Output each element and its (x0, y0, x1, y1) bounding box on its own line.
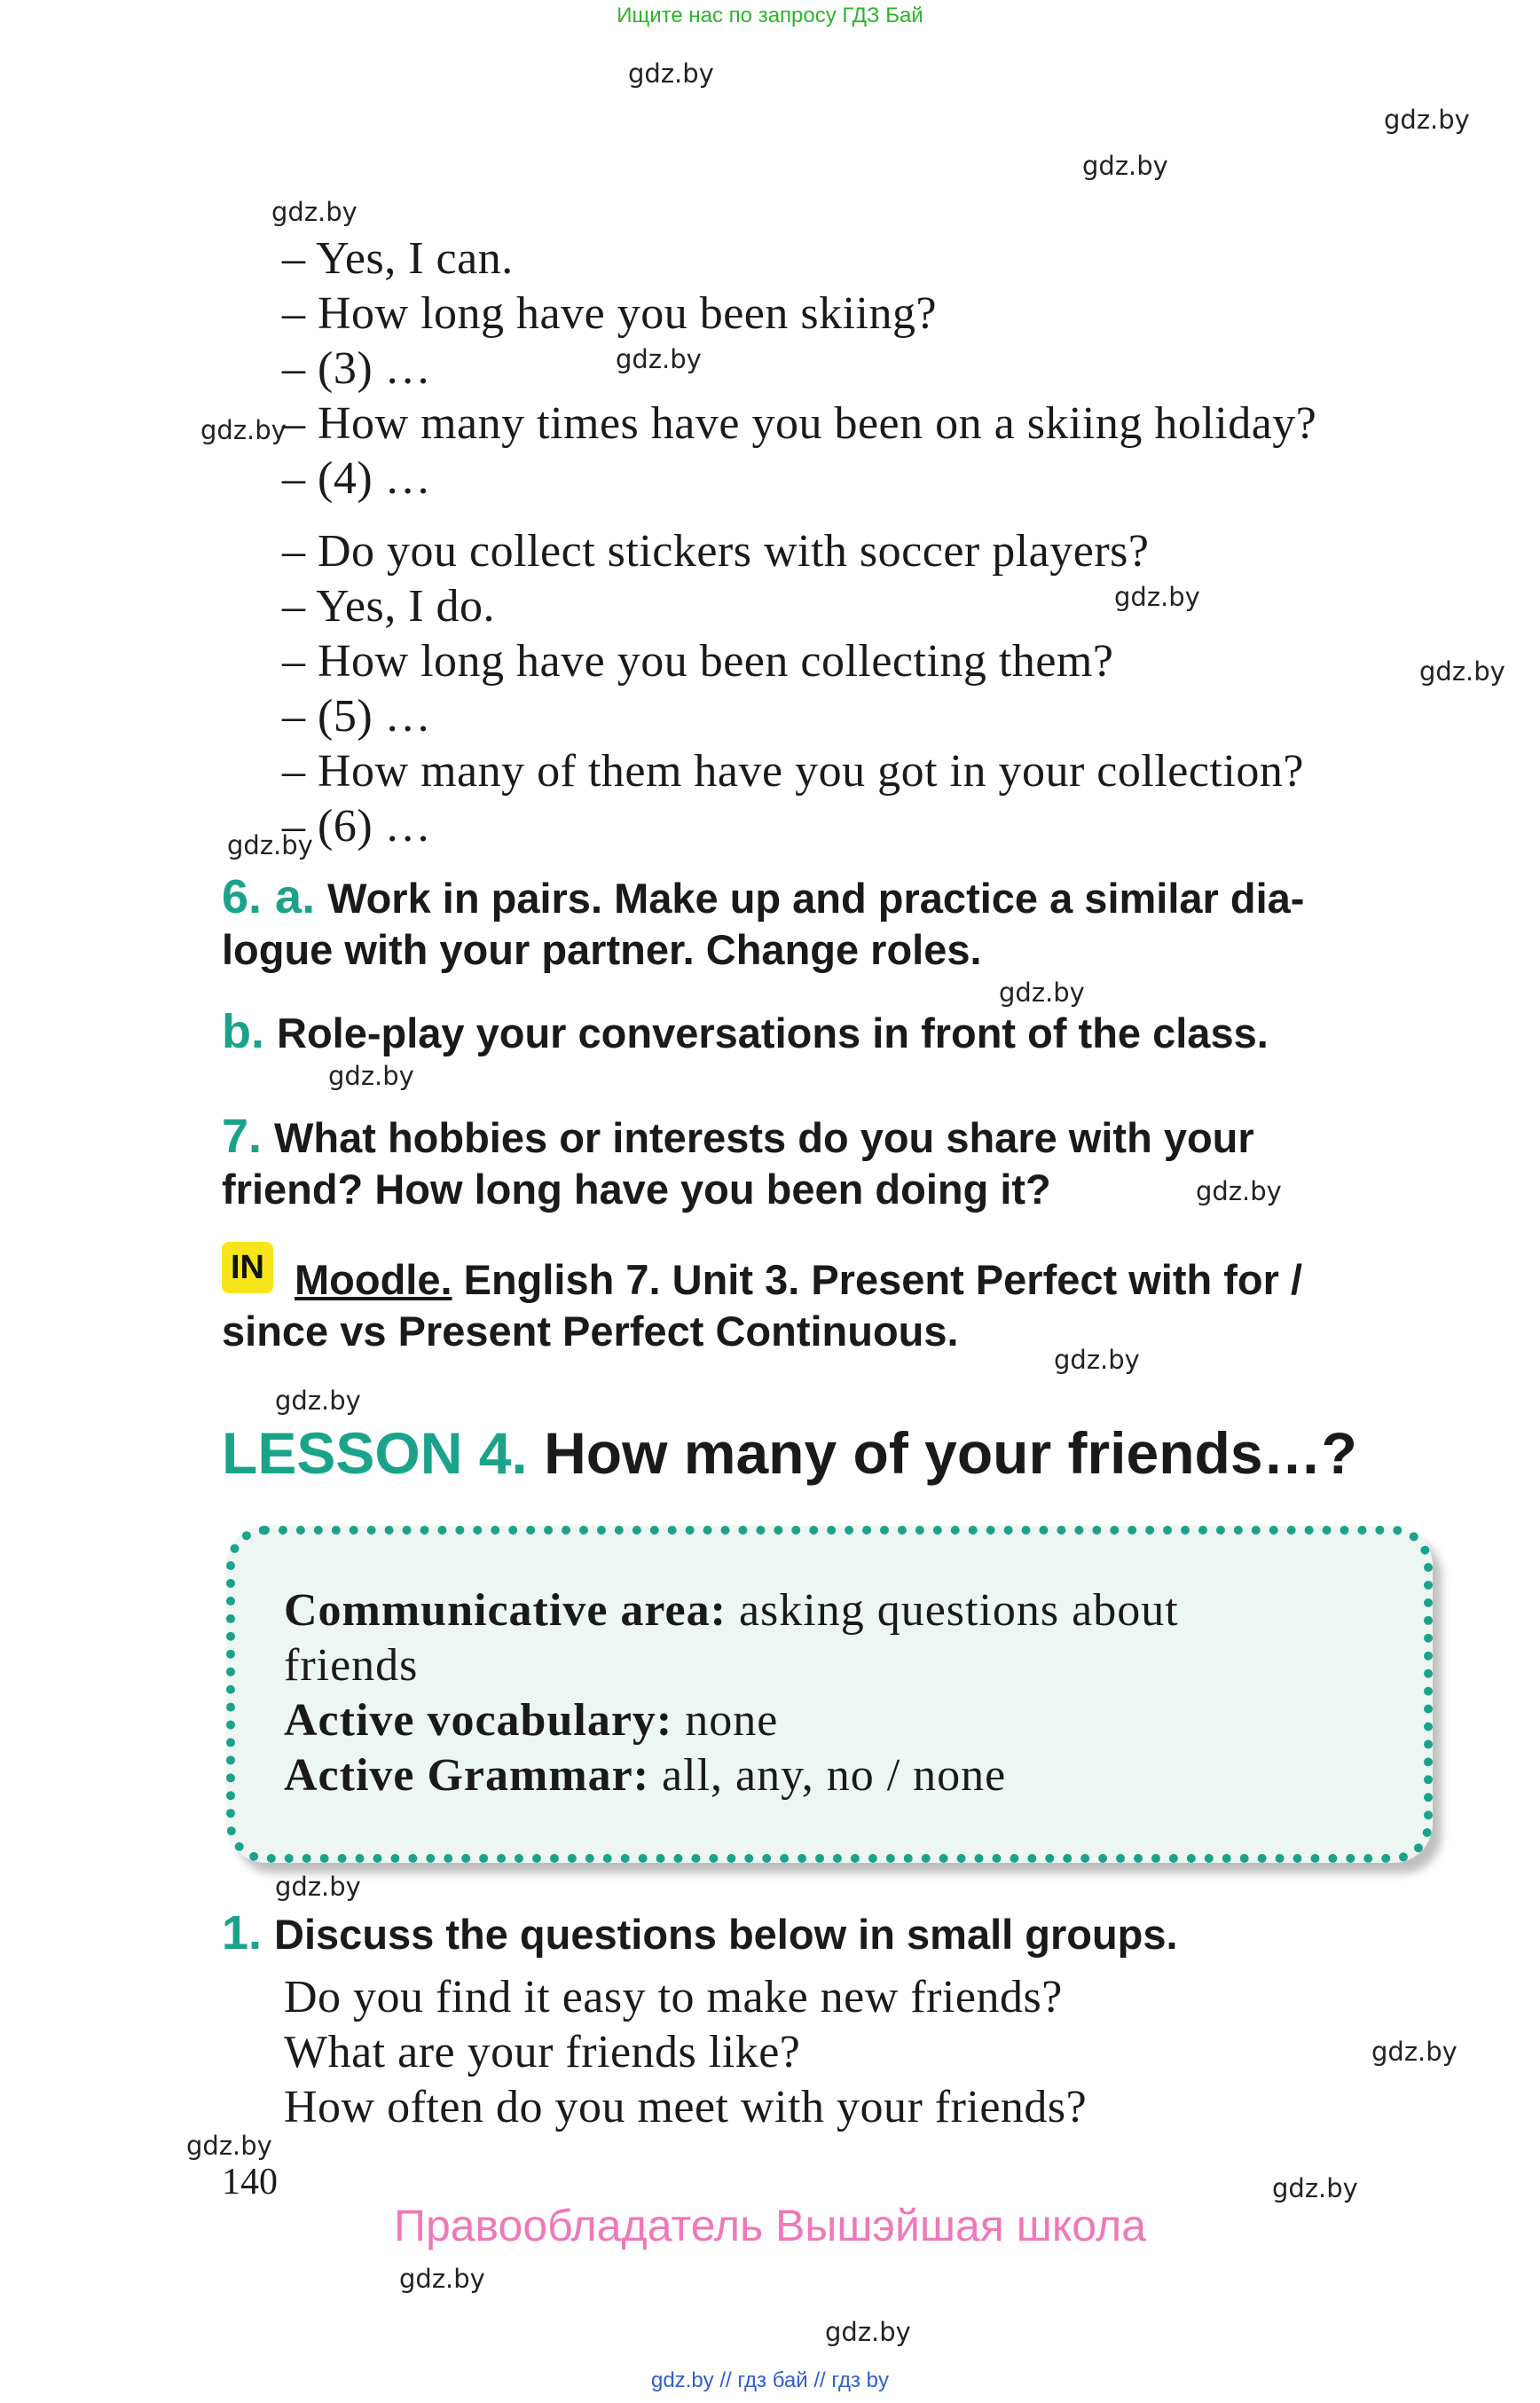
comm-value: asking questions about (738, 1585, 1179, 1636)
moodle-icon: IN (222, 1242, 273, 1293)
grammar-value: all, any, no / none (662, 1750, 1007, 1801)
dialogue-line: – Yes, I can. (282, 233, 514, 284)
communicative-area-cont: friends (284, 1640, 419, 1691)
task-6b (222, 1006, 1410, 1059)
grammar-label: Active Grammar: (284, 1750, 650, 1801)
watermark: gdz.by (1082, 151, 1168, 181)
task-text: What hobbies or interests do you share with your (274, 1114, 1254, 1161)
dialogue-line: – (4) … (282, 453, 432, 504)
vocab-label: Active vocabulary: (284, 1695, 673, 1746)
moodle-reference (222, 1254, 1410, 1357)
question: How often do you meet with your friends? (284, 2082, 1088, 2132)
watermark: gdz.by (1371, 2037, 1458, 2067)
watermark: gdz.by (628, 59, 714, 89)
watermark: gdz.by (275, 1386, 361, 1416)
lesson-label: LESSON 4. (222, 1420, 528, 1486)
vocab-value: none (685, 1695, 779, 1746)
watermark: gdz.by (328, 1061, 414, 1091)
watermark: gdz.by (825, 2317, 911, 2347)
active-vocabulary (284, 1694, 778, 1747)
task-text: friend? How long have you been doing it? (222, 1166, 1051, 1213)
dialogue-line: – (5) … (282, 691, 432, 742)
task-text: logue with your partner. Change roles. (222, 926, 982, 973)
watermark: gdz.by (1384, 105, 1470, 135)
dialogue-line: – How long have you been collecting them? (282, 636, 1114, 687)
watermark: gdz.by (271, 197, 358, 227)
watermark: gdz.by (275, 1872, 361, 1902)
task-text: Role-play your conversations in front of the class. (277, 1009, 1269, 1056)
watermark: gdz.by (186, 2131, 272, 2161)
lesson-heading (222, 1419, 1357, 1487)
dialogue-line: – How many times have you been on a skiing holiday? (282, 398, 1317, 449)
watermark: gdz.by (616, 344, 702, 374)
task-1 (222, 1907, 1410, 1960)
question: Do you find it easy to make new friends? (284, 1972, 1063, 2022)
dialogue-line: – (6) … (282, 801, 432, 852)
top-note: Ищите нас по запросу ГДЗ Бай (617, 4, 923, 27)
task-7 (222, 1111, 1410, 1215)
watermark: gdz.by (1054, 1345, 1140, 1375)
footer-links[interactable]: gdz.by // гдз бай // гдз by (650, 2368, 890, 2392)
moodle-link[interactable]: Moodle. (295, 1256, 452, 1303)
active-grammar (284, 1749, 1006, 1802)
task-text: Discuss the questions below in small groups. (274, 1911, 1178, 1958)
task-number: 7. (222, 1110, 263, 1163)
task-number: b. (222, 1005, 264, 1058)
dialogue-line: – Yes, I do. (282, 581, 496, 632)
moodle-text: since vs Present Perfect Continuous. (222, 1308, 959, 1355)
watermark: gdz.by (399, 2264, 485, 2294)
watermark: gdz.by (200, 415, 287, 445)
dialogue-line: – How long have you been skiing? (282, 288, 938, 339)
dialogue-line: – Do you collect stickers with soccer players? (282, 526, 1150, 577)
lesson-title: How many of your friends…? (544, 1420, 1357, 1486)
watermark: gdz.by (1272, 2173, 1358, 2203)
watermark: gdz.by (1196, 1176, 1282, 1206)
task-number: 6. a. (222, 870, 316, 923)
question: What are your friends like? (284, 2027, 801, 2077)
page-number: 140 (222, 2162, 278, 2203)
task-text: Work in pairs. Make up and practice a similar dia- (327, 875, 1305, 922)
watermark: gdz.by (1419, 656, 1505, 687)
comm-label: Communicative area: (284, 1585, 727, 1636)
watermark: gdz.by (999, 978, 1085, 1008)
task-6a (222, 871, 1410, 976)
watermark: gdz.by (227, 830, 313, 860)
dialogue-line: – (3) … (282, 343, 432, 394)
task-number: 1. (222, 1906, 263, 1959)
moodle-text: English 7. Unit 3. Present Perfect with for / (463, 1256, 1303, 1303)
copyright-holder: Правообладатель Вышэйшая школа (394, 2201, 1146, 2250)
communicative-area (284, 1584, 1179, 1637)
watermark: gdz.by (1114, 582, 1200, 612)
dialogue-line: – How many of them have you got in your collection? (282, 746, 1304, 797)
